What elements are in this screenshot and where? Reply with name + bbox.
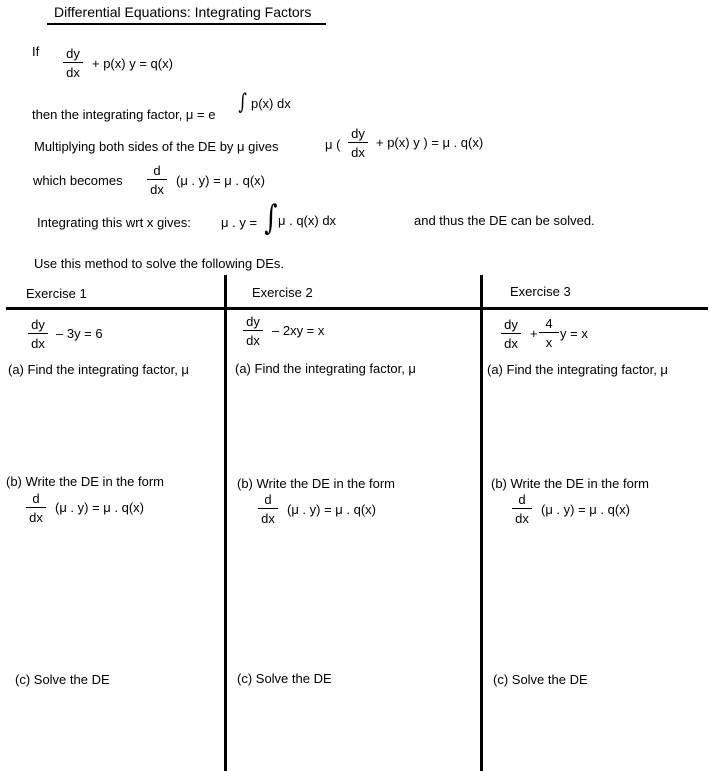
exercise-1-equation: – 3y = 6 [56, 326, 103, 341]
exercise-3-part-a: (a) Find the integrating factor, μ [487, 362, 668, 377]
exercise-1-part-a: (a) Find the integrating factor, μ [8, 362, 189, 377]
fraction-numerator: 4 [545, 316, 553, 331]
dy-dx-fraction [500, 318, 522, 350]
exercise-2-heading: Exercise 2 [252, 285, 313, 300]
mu-y-equals: μ . y = [221, 215, 258, 230]
fraction-numerator: dy [504, 317, 518, 332]
integral-sign: ∫ [264, 198, 278, 238]
integrating-factor-definition: then the integrating factor, μ = e [32, 107, 216, 122]
dy-dx-fraction [242, 315, 264, 347]
instructions-text: Use this method to solve the following DEs. [34, 256, 285, 271]
fraction-denominator: x [545, 335, 553, 350]
multiplied-de: + p(x) y ) = μ . q(x) [376, 135, 484, 150]
four-over-x-fraction [538, 317, 560, 349]
fraction-numerator: dy [31, 317, 45, 332]
dy-dx-fraction [347, 127, 369, 159]
exercise-3-part-c: (c) Solve the DE [493, 672, 588, 687]
d-dx-fraction [511, 493, 533, 525]
exercise-1-heading: Exercise 1 [26, 286, 87, 301]
first-order-linear-de: + p(x) y = q(x) [92, 56, 173, 71]
exercise-3-equation: y = x [560, 326, 588, 341]
exponent-text: p(x) dx [251, 96, 291, 111]
exercise-3-target-form: (μ . y) = μ . q(x) [541, 502, 631, 517]
mu-open-paren: μ ( [325, 137, 341, 152]
integrating-text: Integrating this wrt x gives: [37, 215, 191, 230]
fraction-denominator: dx [246, 333, 260, 348]
exercise-2-part-a: (a) Find the integrating factor, μ [235, 361, 416, 376]
integrand-text: μ . q(x) dx [278, 213, 337, 228]
column-divider-2 [480, 275, 483, 771]
fraction-numerator: dy [246, 314, 260, 329]
exercise-3-heading: Exercise 3 [510, 284, 571, 299]
exercise-2-target-form: (μ . y) = μ . q(x) [287, 502, 377, 517]
plus-sign: + [530, 326, 538, 341]
exercise-2-part-c: (c) Solve the DE [237, 671, 332, 686]
column-divider-1 [224, 275, 227, 771]
table-header-rule [6, 307, 708, 310]
fraction-denominator: dx [515, 511, 529, 526]
product-rule-form: (μ . y) = μ . q(x) [176, 173, 266, 188]
and-thus-text: and thus the DE can be solved. [414, 213, 595, 228]
fraction-denominator: dx [29, 510, 43, 525]
fraction-denominator: dx [504, 336, 518, 351]
d-dx-fraction [25, 492, 47, 524]
exercise-1-target-form: (μ . y) = μ . q(x) [55, 500, 145, 515]
fraction-numerator: dy [351, 126, 365, 141]
dy-dx-fraction [62, 47, 84, 79]
fraction-denominator: dx [150, 182, 164, 197]
fraction-numerator: d [32, 491, 40, 506]
exercise-1-part-c: (c) Solve the DE [15, 672, 110, 687]
fraction-denominator: dx [261, 511, 275, 526]
exercise-2-equation: – 2xy = x [272, 323, 325, 338]
dy-dx-fraction [27, 318, 49, 350]
which-becomes-text: which becomes [33, 173, 123, 188]
fraction-numerator: dy [66, 46, 80, 61]
multiplying-text: Multiplying both sides of the DE by μ gives [34, 139, 279, 154]
fraction-numerator: d [153, 163, 161, 178]
title-underline [47, 23, 326, 25]
fraction-denominator: dx [66, 65, 80, 80]
exercise-2-part-b: (b) Write the DE in the form [237, 476, 395, 491]
integral-sign-exponent: ∫ [238, 90, 248, 115]
fraction-denominator: dx [351, 145, 365, 160]
d-dx-fraction [257, 493, 279, 525]
page-title: Differential Equations: Integrating Factors [54, 4, 312, 20]
exercise-3-part-b: (b) Write the DE in the form [491, 476, 649, 491]
fraction-numerator: d [264, 492, 272, 507]
fraction-numerator: d [518, 492, 526, 507]
if-label: If [32, 44, 40, 59]
exercise-1-part-b: (b) Write the DE in the form [6, 474, 164, 489]
d-dx-fraction [146, 164, 168, 196]
fraction-denominator: dx [31, 336, 45, 351]
